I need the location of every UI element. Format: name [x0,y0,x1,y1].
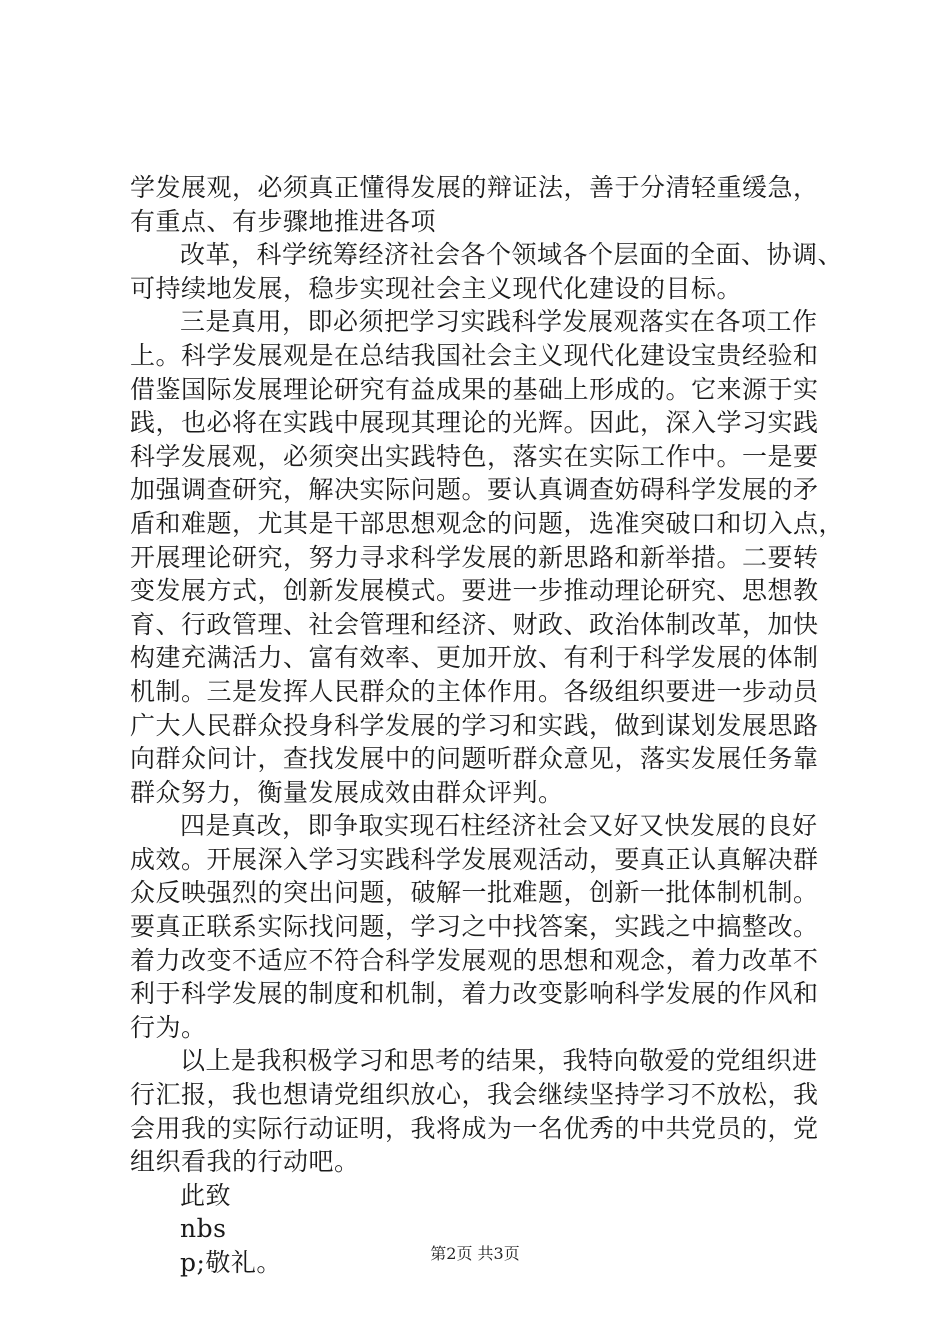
text-line: 要真正联系实际找问题，学习之中找答案，实践之中搞整改。 [130,912,819,942]
text-line: p;敬礼。 [180,1248,282,1277]
text-line: 育、行政管理、社会管理和经济、财政、政治体制改革，加快 [130,609,819,639]
text-line: 群众努力，衡量发展成效由群众评判。 [130,777,564,807]
text-line: 改革，科学统筹经济社会各个领域各个层面的全面、协调、 [180,240,844,270]
text-line: 利于科学发展的制度和机制，着力改变影响科学发展的作风和 [130,979,819,1009]
text-line: 向群众问计，查找发展中的问题听群众意见，落实发展任务靠 [130,744,819,774]
text-line: 会用我的实际行动证明，我将成为一名优秀的中共党员的，党 [130,1113,819,1143]
page-footer: 第2页 共3页 [430,1244,520,1263]
text-line: 上。科学发展观是在总结我国社会主义现代化建设宝贵经验和 [130,340,819,370]
text-line: 行汇报，我也想请党组织放心，我会继续坚持学习不放松，我 [130,1080,819,1110]
document-body [130,171,845,1280]
text-line: 四是真改，即争取实现石柱经济社会又好又快发展的良好 [180,811,818,841]
text-line: 此致 [180,1180,232,1210]
text-line: 以上是我积极学习和思考的结果，我特向敬爱的党组织进 [180,1046,818,1076]
text-line: 践，也必将在实践中展现其理论的光辉。因此，深入学习实践 [130,408,819,438]
text-line: 盾和难题，尤其是干部思想观念的问题，选准突破口和切入点， [130,508,845,538]
text-line: 行为。 [130,1012,207,1042]
text-line: 开展理论研究，努力寻求科学发展的新思路和新举措。二要转 [130,542,819,572]
text-line: 众反映强烈的突出问题，破解一批难题，创新一批体制机制。 [130,878,819,908]
text-line: 着力改变不适应不符合科学发展观的思想和观念，着力改革不 [130,945,819,975]
text-line: 可持续地发展，稳步实现社会主义现代化建设的目标。 [130,273,743,303]
text-line: 学发展观，必须真正懂得发展的辩证法，善于分清轻重缓急， [130,173,819,202]
text-line: 借鉴国际发展理论研究有益成果的基础上形成的。它来源于实 [130,374,819,404]
text-line: 广大人民群众投身科学发展的学习和实践，做到谋划发展思路 [130,710,819,740]
text-line: 机制。三是发挥人民群众的主体作用。各级组织要进一步动员 [130,676,819,706]
text-line: 有重点、有步骤地推进各项 [130,206,437,236]
text-line: 成效。开展深入学习实践科学发展观活动，要真正认真解决群 [130,844,819,874]
text-line: nbs [180,1214,227,1244]
text-line: 变发展方式，创新发展模式。要进一步推动理论研究、思想教 [130,576,819,606]
text-line: 三是真用，即必须把学习实践科学发展观落实在各项工作 [180,307,818,337]
text-line: 加强调查研究，解决实际问题。要认真调查妨碍科学发展的矛 [130,475,819,505]
text-line: 组织看我的行动吧。 [130,1147,360,1177]
text-line: 科学发展观，必须突出实践特色，落实在实际工作中。一是要 [130,441,819,471]
text-line: 构建充满活力、富有效率、更加开放、有利于科学发展的体制 [130,643,819,673]
